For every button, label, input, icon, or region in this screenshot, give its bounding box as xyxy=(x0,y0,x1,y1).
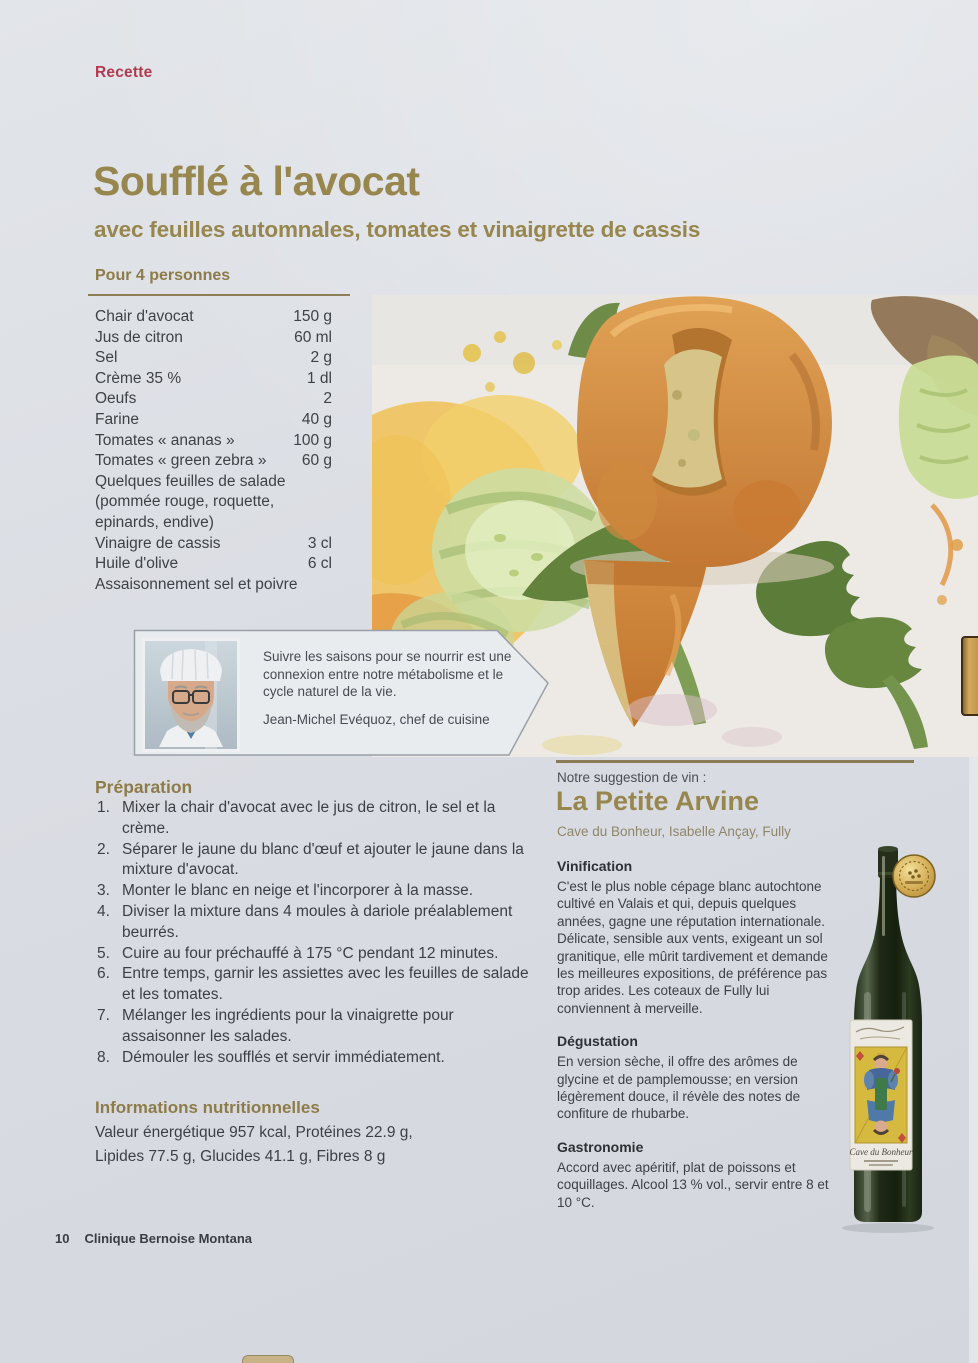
preparation-step: Mixer la chair d'avocat avec le jus de citron, le sel et la crème. xyxy=(122,799,496,837)
ingredient-name: Huile d'olive xyxy=(95,555,179,573)
nutrition-values xyxy=(95,1121,413,1168)
bottle-label xyxy=(850,1020,913,1170)
gold-medal xyxy=(893,855,935,897)
ingredient-quantity: 2 g xyxy=(310,349,332,367)
preparation-step: Démouler les soufflés et servir immédiatement. xyxy=(122,1048,445,1066)
nutrition-line: Lipides 77.5 g, Glucides 41.1 g, Fibres 8 g xyxy=(95,1147,386,1165)
ingredient-name: Assaisonnement sel et poivre xyxy=(95,575,298,593)
publication-name: Clinique Bernoise Montana xyxy=(84,1231,253,1246)
wine-section-heading: Dégustation xyxy=(557,1033,638,1050)
ingredient-name: Sel xyxy=(95,349,118,367)
ingredient-quantity: 150 g xyxy=(293,308,332,325)
ingredient-row xyxy=(95,328,332,349)
preparation-step: Monter le blanc en neige et l'incorporer à la masse. xyxy=(122,882,474,900)
ingredient-quantity: 60 ml xyxy=(294,328,332,346)
ingredient-row xyxy=(95,348,332,369)
ingredients-list xyxy=(95,307,332,595)
ingredient-row xyxy=(95,431,332,452)
category-label: Recette xyxy=(95,64,153,81)
chef-quote-text: Suivre les saisons pour se nourrir est une connexion entre notre métabolisme et le cycle naturel de la vie. xyxy=(263,649,512,699)
ingredient-quantity: 1 dl xyxy=(307,369,332,387)
chef-quote-author: Jean-Michel Evéquoz, chef de cuisine xyxy=(263,712,490,727)
bottom-tab xyxy=(242,1355,294,1363)
preparation-step: Mélanger les ingrédients pour la vinaigrette pour assaisonner les salades. xyxy=(122,1006,454,1045)
wine-section-text: En version sèche, il offre des arômes de glycine et de pamplemousse; en version légèrement douce, il révèle des notes de confiture de rhubarbe. xyxy=(557,1054,801,1122)
ingredient-row xyxy=(95,534,332,555)
wine-section xyxy=(557,858,835,1017)
preparation-step: Diviser la mixture dans 4 moules à dariole préalablement beurrés. xyxy=(122,902,513,941)
wine-section xyxy=(557,1139,835,1211)
page-number: 10 xyxy=(55,1231,70,1246)
ingredient-row xyxy=(95,307,332,328)
ingredient-row xyxy=(95,369,332,390)
wine-name: La Petite Arvine xyxy=(556,786,760,816)
ingredient-quantity: 6 cl xyxy=(307,555,332,573)
ingredient-name: Jus de citron xyxy=(95,328,183,346)
wine-section-heading: Vinification xyxy=(557,858,633,874)
preparation-step: Cuire au four préchauffé à 175 °C pendant 12 minutes. xyxy=(122,944,499,962)
bottle-label-text: Cave du Bonheur xyxy=(849,1147,913,1157)
nutrition-line: Valeur énergétique 957 kcal, Protéines 22.9 g, xyxy=(95,1124,413,1141)
preparation-step: Séparer le jaune du blanc d'œuf et ajouter le jaune dans la mixture d'avocat. xyxy=(122,840,524,879)
ingredient-quantity: 100 g xyxy=(293,431,332,449)
wine-section-text: C'est le plus noble cépage blanc autochtone cultivé en Valais et qui, depuis quelques années, gagne une réputation internationale. Délicate, sensible aux vents, exigeant un sol granitique, elle mûrit tardivement et demande les meilleures expositions, de préférence pas trop arides. Les coteaux de Fully lui conviennent à merveille. xyxy=(557,879,828,1016)
wine-section-text: Accord avec apéritif, plat de poissons et coquillages. Alcool 13 % vol., servir entre 8 et 10 °C. xyxy=(557,1159,829,1210)
ingredient-name: Crème 35 % xyxy=(95,369,182,387)
chef-portrait-photo xyxy=(142,638,240,752)
wine-kicker: Notre suggestion de vin : xyxy=(557,770,707,785)
ingredient-quantity: 40 g xyxy=(301,410,332,428)
ingredient-name: Quelques feuilles de salade xyxy=(95,472,286,490)
ingredient-name: Tomates « green zebra » xyxy=(95,452,267,470)
ingredient-row xyxy=(95,513,332,534)
ingredient-row xyxy=(95,472,332,493)
nutrition-heading: Informations nutritionnelles xyxy=(95,1098,320,1117)
ingredient-name: Tomates « ananas » xyxy=(95,431,235,449)
ingredient-row xyxy=(95,389,332,410)
ingredient-name: Vinaigre de cassis xyxy=(95,534,221,552)
preparation-heading: Préparation xyxy=(95,777,193,797)
ingredient-row xyxy=(95,492,332,513)
serves-label: Pour 4 personnes xyxy=(95,267,231,284)
wine-bottle-photo xyxy=(836,842,941,1234)
ingredient-name: epinards, endive) xyxy=(95,513,214,531)
gold-bookmark xyxy=(961,636,978,716)
wine-producer: Cave du Bonheur, Isabelle Ançay, Fully xyxy=(557,824,791,839)
ingredient-quantity: 60 g xyxy=(301,452,332,470)
preparation-step: Entre temps, garnir les assiettes avec les feuilles de salade et les tomates. xyxy=(122,965,529,1004)
wine-section-heading: Gastronomie xyxy=(557,1138,644,1155)
preparation-steps xyxy=(95,798,533,1068)
ingredient-name: Oeufs xyxy=(95,390,137,408)
ingredient-name: (pommée rouge, roquette, xyxy=(95,493,275,511)
ingredient-name: Chair d'avocat xyxy=(95,308,194,325)
ingredient-quantity: 2 xyxy=(323,390,332,408)
ingredient-row xyxy=(95,410,332,431)
page-footer xyxy=(55,1231,252,1246)
ingredient-name: Farine xyxy=(95,410,139,428)
ingredient-row xyxy=(95,554,332,575)
wine-divider xyxy=(556,760,914,763)
ingredient-quantity: 3 cl xyxy=(307,534,332,552)
page-edge xyxy=(969,757,978,1363)
wine-sections xyxy=(557,858,835,1227)
recipe-subtitle: avec feuilles automnales, tomates et vinaigrette de cassis xyxy=(94,217,701,242)
recipe-title: Soufflé à l'avocat xyxy=(93,158,420,204)
ingredients-divider xyxy=(88,294,350,296)
ingredient-row xyxy=(95,575,332,596)
wine-section xyxy=(557,1033,835,1123)
ingredient-row xyxy=(95,451,332,472)
